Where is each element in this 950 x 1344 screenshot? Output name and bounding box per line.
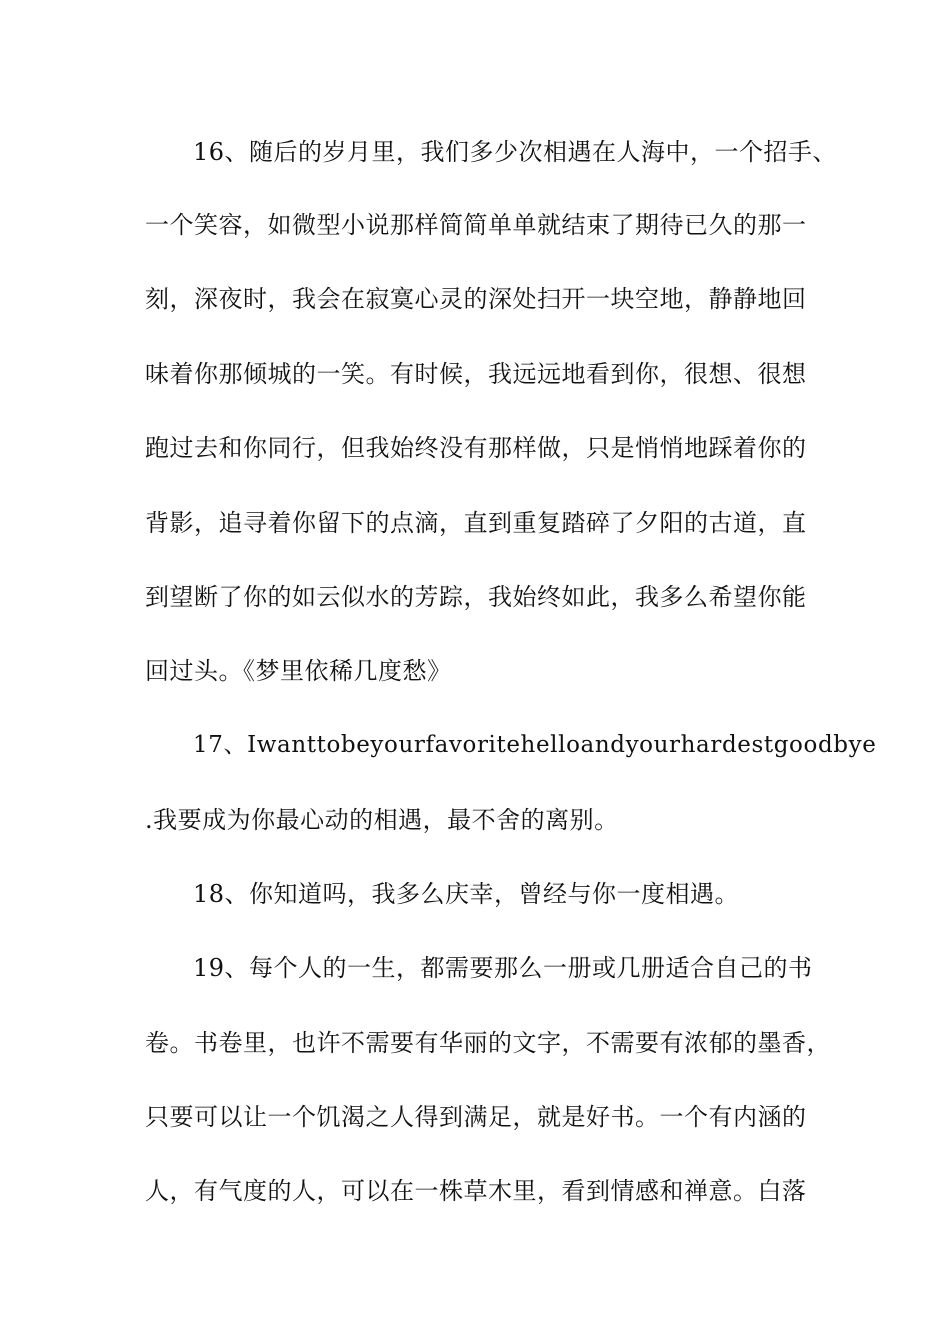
paragraph-19-line-4: 人，有气度的人，可以在一株草木里，看到情感和禅意。白落 (145, 1177, 807, 1205)
paragraph-17-line-1: 17、Iwanttobeyourfavoritehelloandyourhardestgoodbye (193, 732, 877, 758)
paragraph-19-line-2: 卷。书卷里，也许不需要有华丽的文字，不需要有浓郁的墨香， (145, 1029, 831, 1057)
paragraph-16-line-2: 一个笑容，如微型小说那样简简单单就结束了期待已久的那一 (145, 211, 807, 239)
paragraph-16-line-7: 到望断了你的如云似水的芳踪，我始终如此，我多么希望你能 (145, 583, 807, 611)
paragraph-16-line-8: 回过头。《梦里依稀几度愁》 (145, 657, 452, 685)
paragraph-16-line-6: 背影，追寻着你留下的点滴，直到重复踏碎了夕阳的古道，直 (145, 509, 807, 537)
paragraph-16-line-1: 16、随后的岁月里，我们多少次相遇在人海中，一个招手、 (193, 138, 838, 166)
paragraph-18: 18、你知道吗，我多么庆幸，曾经与你一度相遇。 (193, 880, 740, 908)
paragraph-17-line-2: .我要成为你最心动的相遇，最不舍的离别。 (145, 806, 619, 834)
paragraph-16-line-5: 跑过去和你同行，但我始终没有那样做，只是悄悄地踩着你的 (145, 434, 807, 462)
paragraph-19-line-3: 只要可以让一个饥渴之人得到满足，就是好书。一个有内涵的 (145, 1103, 807, 1131)
paragraph-16-line-3: 刻，深夜时，我会在寂寞心灵的深处扫开一块空地，静静地回 (145, 285, 807, 313)
paragraph-19-line-1: 19、每个人的一生，都需要那么一册或几册适合自己的书 (193, 954, 813, 982)
paragraph-16-line-4: 味着你那倾城的一笑。有时候，我远远地看到你，很想、很想 (145, 360, 807, 388)
